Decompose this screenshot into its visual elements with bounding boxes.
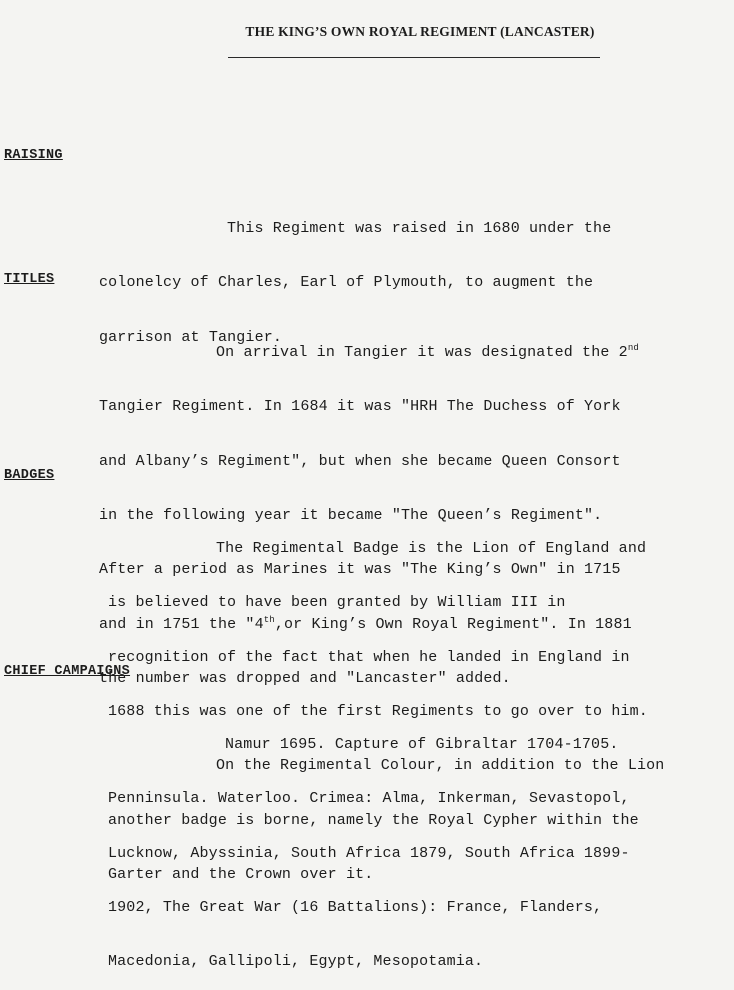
text-line: Garter and the Crown over it. [108, 865, 374, 883]
section-heading-titles: TITLES [4, 272, 55, 287]
text-line: the number was dropped and "Lancaster" added. [99, 669, 511, 687]
text-line: Macedonia, Gallipoli, Egypt, Mesopotamia. [108, 953, 484, 971]
text-line: Namur 1695. Capture of Gibraltar 1704-1705. [225, 736, 619, 754]
page-title: THE KING’S OWN ROYAL REGIMENT (LANCASTER) [245, 24, 595, 39]
text-line: colonelcy of Charles, Earl of Plymouth, to augment the [99, 274, 594, 292]
text-line: is believed to have been granted by William III in [108, 594, 566, 612]
text-line: The Regimental Badge is the Lion of England and [216, 540, 647, 558]
text-line: Tangier Regiment. In 1684 it was "HRH The Duchess of York [99, 398, 621, 416]
superscript-nd: nd [627, 343, 639, 354]
text-line: Penninsula. Waterloo. Crimea: Alma, Inkerman, Sevastopol, [108, 790, 630, 808]
text-line: 1688 this was one of the first Regiments to go over to him. [108, 703, 648, 721]
text-line: This Regiment was raised in 1680 under the [227, 220, 612, 238]
section-heading-campaigns: CHIEF CAMPAIGNS [4, 664, 131, 679]
text-line: and in 1751 the "4th,or King’s Own Royal Regiment". In 1881 [99, 614, 632, 633]
section-heading-raising: RAISING [4, 148, 63, 163]
text-line: recognition of the fact that when he landed in England in [108, 648, 630, 666]
superscript-th: th [263, 614, 275, 625]
text-line: 1902, The Great War (16 Battalions): France, Flanders, [108, 899, 603, 917]
text-line: After a period as Marines it was "The King’s Own" in 1715 [99, 561, 621, 579]
text-line: garrison at Tangier. [99, 328, 283, 346]
text-line: Lucknow, Abyssinia, South Africa 1879, South Africa 1899- [108, 844, 630, 862]
text-line: in the following year it became "The Queen’s Regiment". [99, 507, 603, 525]
title-underline [228, 57, 600, 58]
section-body-campaigns [108, 700, 630, 990]
text-line: and Albany’s Regiment", but when she became Queen Consort [99, 452, 621, 470]
text-line: On the Regimental Colour, in addition to the Lion [216, 757, 665, 775]
text-line: On arrival in Tangier it was designated the 2nd [216, 343, 639, 362]
section-heading-badges: BADGES [4, 468, 55, 483]
text-line: another badge is borne, namely the Royal Cypher within the [108, 811, 639, 829]
